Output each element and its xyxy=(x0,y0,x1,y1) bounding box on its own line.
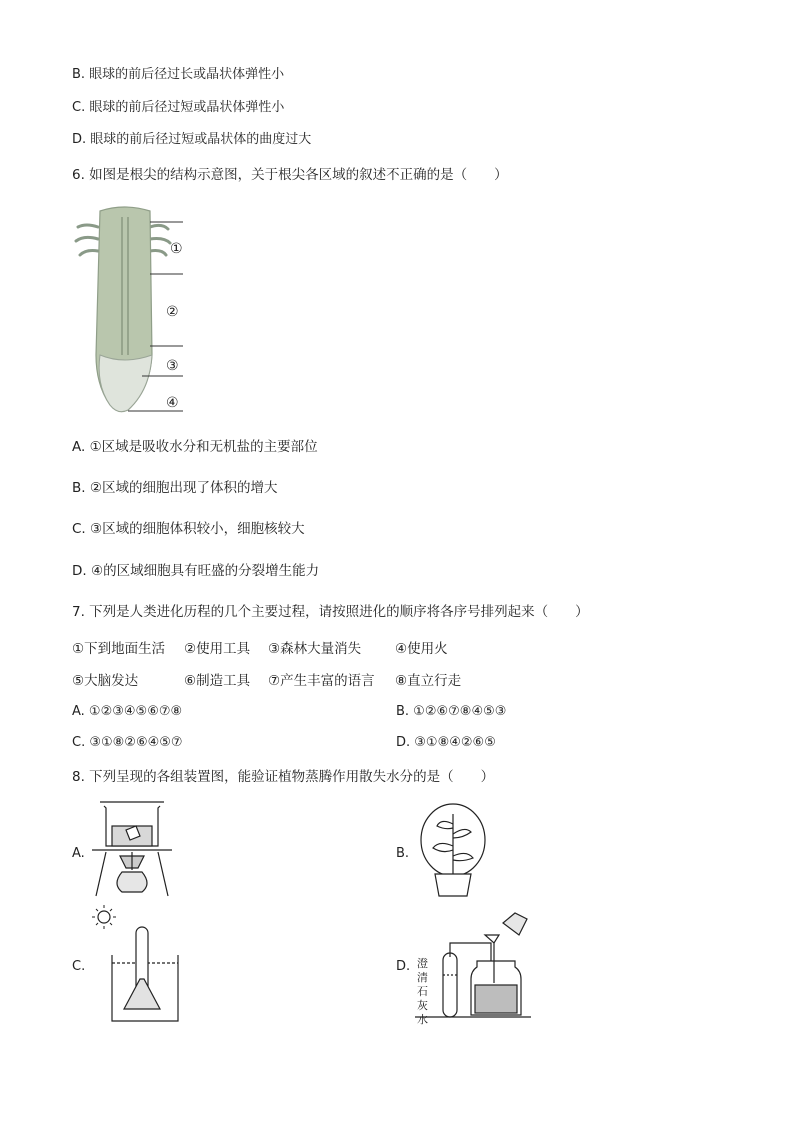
q7-option-c: C. ③①⑧②⑥④⑤⑦ xyxy=(72,735,183,750)
q7-item-3: ③森林大量消失 xyxy=(268,641,362,657)
q6-option-d: D. ④的区域细胞具有旺盛的分裂增生能力 xyxy=(72,563,320,579)
q7-option-b: B. ①②⑥⑦⑧④⑤③ xyxy=(396,704,507,719)
q8-option-d: D. xyxy=(396,959,411,974)
apparatus-b-figure xyxy=(413,800,493,900)
root-label-4: ④ xyxy=(166,395,179,411)
q7-item-5: ⑤大脑发达 xyxy=(72,673,139,689)
q6-option-c: C. ③区域的细胞体积较小，细胞核较大 xyxy=(72,521,305,537)
q7-item-7: ⑦产生丰富的语言 xyxy=(268,673,375,689)
q7-item-6: ⑥制造工具 xyxy=(184,673,251,689)
root-label-1: ① xyxy=(170,241,183,257)
q5-option-c: C. 眼球的前后径过短或晶状体弹性小 xyxy=(72,100,285,115)
q6-option-b: B. ②区域的细胞出现了体积的增大 xyxy=(72,480,278,496)
limewater-label: 澄清石灰水 xyxy=(417,957,428,1026)
q7-item-2: ②使用工具 xyxy=(184,641,251,657)
root-label-2: ② xyxy=(166,304,179,320)
q8-option-b: B. xyxy=(396,846,410,861)
q7-item-4: ④使用火 xyxy=(395,641,448,657)
q7-stem: 7. 下列是人类进化历程的几个主要过程，请按照进化的顺序将各序号排列起来（ ） xyxy=(72,604,589,620)
q5-option-b: B. 眼球的前后径过长或晶状体弹性小 xyxy=(72,67,285,82)
q6-option-a: A. ①区域是吸收水分和无机盐的主要部位 xyxy=(72,439,318,455)
apparatus-d-figure xyxy=(415,905,535,1025)
q7-item-1: ①下到地面生活 xyxy=(72,641,166,657)
q7-item-8: ⑧直立行走 xyxy=(395,673,462,689)
q6-stem: 6. 如图是根尖的结构示意图，关于根尖各区域的叙述不正确的是（ ） xyxy=(72,167,508,183)
root-tip-figure xyxy=(70,205,200,415)
q8-stem: 8. 下列呈现的各组装置图，能验证植物蒸腾作用散失水分的是（ ） xyxy=(72,769,495,785)
root-label-3: ③ xyxy=(166,358,179,374)
q8-option-c: C. xyxy=(72,959,86,974)
q7-option-d: D. ③①⑧④②⑥⑤ xyxy=(396,735,496,750)
apparatus-c-figure xyxy=(88,905,188,1025)
q8-option-a: A. xyxy=(72,846,85,861)
q7-option-a: A. ①②③④⑤⑥⑦⑧ xyxy=(72,704,183,719)
apparatus-a-figure xyxy=(92,800,172,900)
q5-option-d: D. 眼球的前后径过短或晶状体的曲度过大 xyxy=(72,132,312,147)
